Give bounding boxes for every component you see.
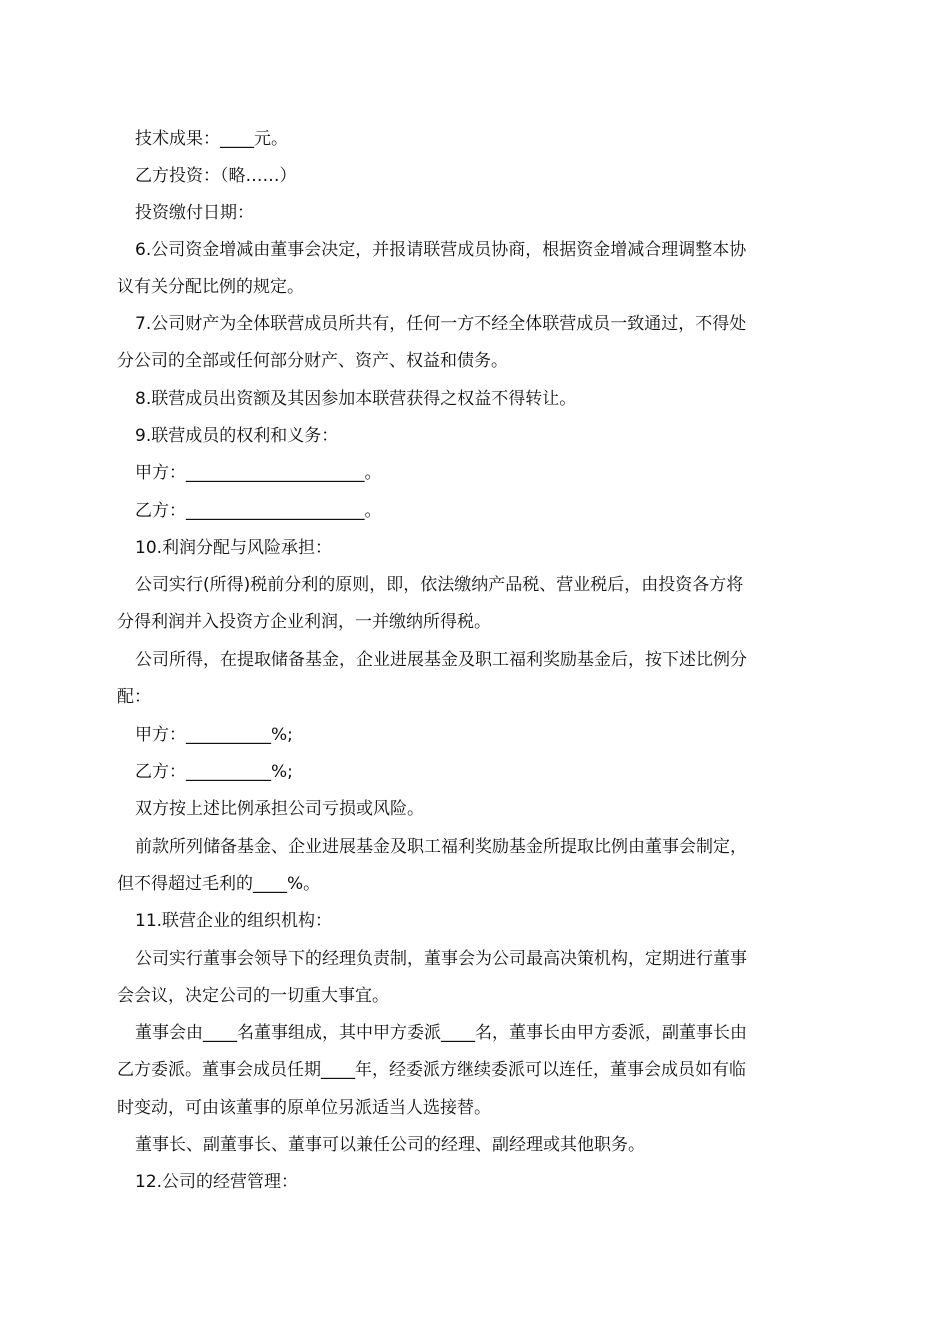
paragraph-line: 前款所列储备基金、企业进展基金及职工福利奖励基金所提取比例由董事会制定， (135, 837, 747, 857)
paragraph-line: 双方按上述比例承担公司亏损或风险。 (135, 799, 424, 819)
party-a-ratio-line: 甲方：__________%; (135, 725, 293, 745)
paragraph-line: 会会议，决定公司的一切重大事宜。 (117, 986, 389, 1006)
paragraph-line: 议有关分配比例的规定。 (117, 277, 304, 297)
paragraph-line: 分得利润并入投资方企业利润，一并缴纳所得税。 (117, 612, 491, 632)
party-b-blank-line: 乙方：_____________________。 (135, 501, 382, 521)
clause-12-heading: 12.公司的经营管理： (135, 1172, 299, 1192)
party-a-blank-line: 甲方：_____________________。 (135, 463, 382, 483)
paragraph-line: 公司实行董事会领导下的经理负责制，董事会为公司最高决策机构，定期进行董事 (135, 949, 747, 969)
paragraph-line: 董事长、副董事长、董事可以兼任公司的经理、副经理或其他职务。 (135, 1135, 645, 1155)
clause-11-heading: 11.联营企业的组织机构： (135, 911, 333, 931)
clause-7-line: 7.公司财产为全体联营成员所共有，任何一方不经全体联营成员一致通过，不得处 (135, 314, 747, 334)
paragraph-line: 公司所得，在提取储备基金，企业进展基金及职工福利奖励基金后，按下述比例分 (135, 650, 747, 670)
clause-6-line: 6.公司资金增减由董事会决定，并报请联营成员协商，根据资金增减合理调整本协 (135, 240, 747, 260)
paragraph-line: 投资缴付日期： (135, 203, 254, 223)
clause-9-heading: 9.联营成员的权利和义务： (135, 426, 339, 446)
party-b-ratio-line: 乙方：__________%; (135, 762, 293, 782)
clause-8-line: 8.联营成员出资额及其因参加本联营获得之权益不得转让。 (135, 389, 577, 409)
paragraph-line: 技术成果：____元。 (135, 129, 288, 149)
clause-10-heading: 10.利润分配与风险承担： (135, 538, 333, 558)
paragraph-line: 但不得超过毛利的____%。 (117, 874, 321, 894)
paragraph-line: 乙方投资：（略……） (135, 166, 297, 186)
paragraph-line: 乙方委派。董事会成员任期____年，经委派方继续委派可以连任，董事会成员如有临 (117, 1060, 746, 1080)
paragraph-line: 时变动，可由该董事的原单位另派适当人选接替。 (117, 1098, 491, 1118)
paragraph-line: 董事会由____名董事组成，其中甲方委派____名，董事长由甲方委派，副董事长由 (135, 1023, 747, 1043)
paragraph-line: 公司实行(所得)税前分利的原则，即，依法缴纳产品税、营业税后，由投资各方将 (135, 575, 744, 595)
paragraph-line: 配： (117, 687, 151, 707)
paragraph-line: 分公司的全部或任何部分财产、资产、权益和债务。 (117, 351, 508, 371)
